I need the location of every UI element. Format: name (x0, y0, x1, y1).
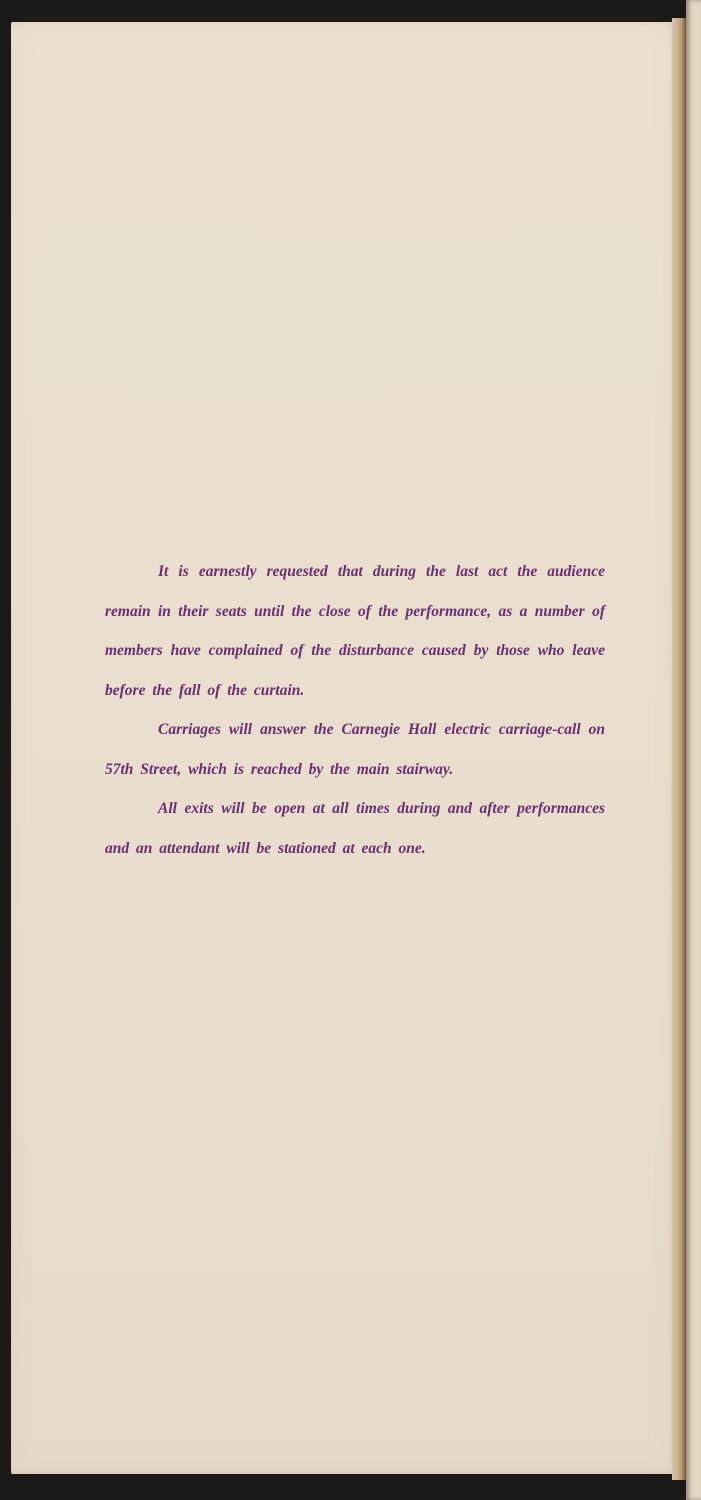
notice-paragraph-carriages: Carriages will answer the Carnegie Hall electric carriage-call on 57th Street, which is reached by the main stairway. (105, 721, 605, 778)
notice-paragraph-seating: It is earnestly requested that during the last act the audience remain in their seats until the close of the performance, as a number of members have complained of the disturbance caused by those who leave before the fall of the curtain. (105, 563, 605, 699)
notice-text (105, 552, 605, 868)
notice-paragraph-exits: All exits will be open at all times during and after performances and an attendant will be stationed at each one. (105, 800, 605, 857)
next-page-edge (686, 0, 701, 1500)
paper-sheet (11, 22, 675, 1474)
